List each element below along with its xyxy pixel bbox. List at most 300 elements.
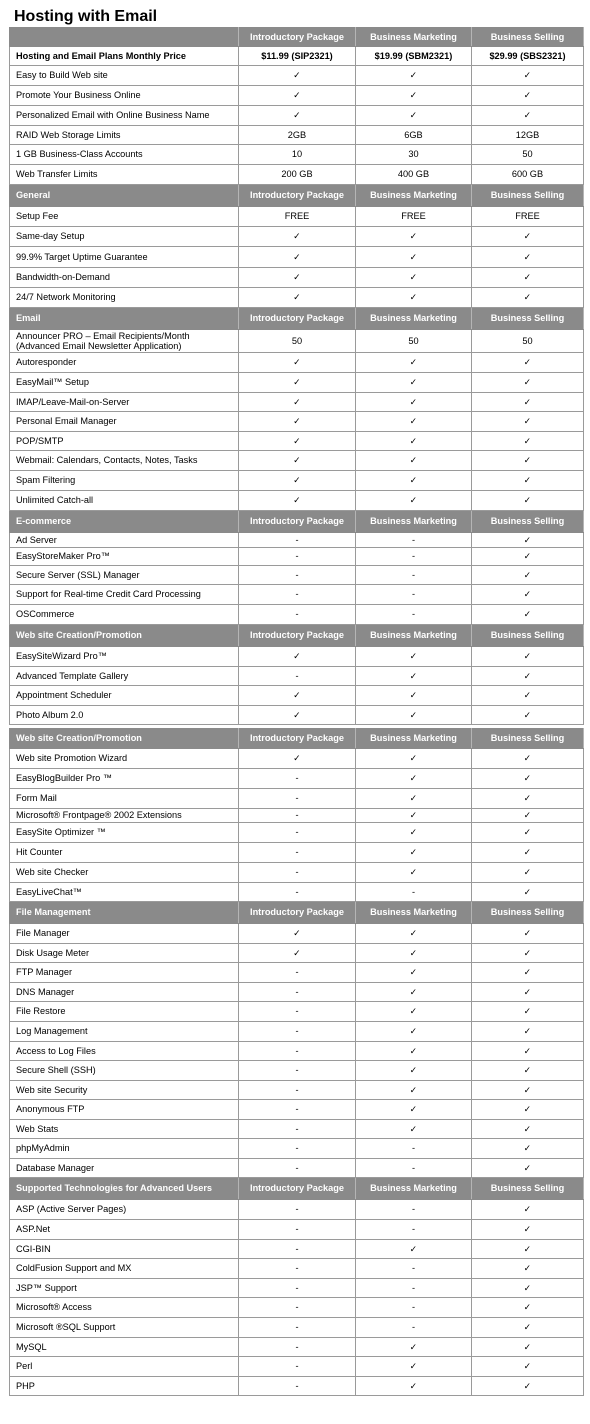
plan-value: - bbox=[239, 1022, 356, 1042]
check-mark: ✓ bbox=[356, 963, 472, 983]
check-mark: ✓ bbox=[472, 1240, 584, 1259]
feature-label: Ad Server bbox=[10, 533, 239, 548]
table-row bbox=[10, 106, 584, 126]
feature-label: PHP bbox=[10, 1377, 239, 1396]
check-mark: ✓ bbox=[472, 749, 584, 769]
feature-label: Easy to Build Web site bbox=[10, 66, 239, 86]
check-mark: ✓ bbox=[472, 451, 584, 471]
feature-label: EasyLiveChat™ bbox=[10, 883, 239, 902]
check-mark: ✓ bbox=[356, 706, 472, 725]
plan-value: - bbox=[239, 1240, 356, 1259]
check-mark: ✓ bbox=[356, 1377, 472, 1396]
plan-column-header: Business Selling bbox=[472, 625, 584, 647]
check-mark: ✓ bbox=[472, 533, 584, 548]
check-mark: ✓ bbox=[356, 667, 472, 686]
plan-column-header: Business Selling bbox=[472, 185, 584, 207]
feature-label: Microsoft® Frontpage® 2002 Extensions bbox=[10, 809, 239, 823]
check-mark: ✓ bbox=[356, 1061, 472, 1081]
check-mark: ✓ bbox=[356, 412, 472, 432]
plan-value: 10 bbox=[239, 145, 356, 165]
plan-value: - bbox=[356, 533, 472, 548]
check-mark: ✓ bbox=[239, 412, 356, 432]
plan-value: FREE bbox=[356, 207, 472, 227]
plan-value: - bbox=[239, 605, 356, 625]
feature-label: POP/SMTP bbox=[10, 432, 239, 451]
hosting-plans-table bbox=[9, 27, 584, 1396]
plan-column-header: Business Marketing bbox=[356, 511, 472, 533]
check-mark: ✓ bbox=[472, 1377, 584, 1396]
plan-column-header: Introductory Package bbox=[239, 185, 356, 207]
plan-value: - bbox=[356, 585, 472, 605]
check-mark: ✓ bbox=[356, 1357, 472, 1377]
plan-value: - bbox=[239, 843, 356, 863]
plan-value: - bbox=[239, 983, 356, 1002]
feature-label: EasyMail™ Setup bbox=[10, 373, 239, 393]
feature-label: Support for Real-time Credit Card Processing bbox=[10, 585, 239, 605]
check-mark: ✓ bbox=[472, 1318, 584, 1338]
plan-column-header: Introductory Package bbox=[239, 1178, 356, 1200]
feature-label: Bandwidth-on-Demand bbox=[10, 268, 239, 288]
table-row bbox=[10, 145, 584, 165]
section-title: Supported Technologies for Advanced Users bbox=[10, 1178, 239, 1200]
check-mark: ✓ bbox=[472, 843, 584, 863]
check-mark: ✓ bbox=[472, 432, 584, 451]
plan-value: - bbox=[239, 566, 356, 585]
check-mark: ✓ bbox=[356, 106, 472, 126]
plan-value: - bbox=[356, 1259, 472, 1279]
plan-value: 50 bbox=[472, 145, 584, 165]
check-mark: ✓ bbox=[472, 412, 584, 432]
feature-label: Web site Checker bbox=[10, 863, 239, 883]
plan-value: - bbox=[239, 769, 356, 789]
feature-label: Advanced Template Gallery bbox=[10, 667, 239, 686]
plan-value: - bbox=[356, 605, 472, 625]
feature-label: ASP (Active Server Pages) bbox=[10, 1200, 239, 1220]
feature-label: Setup Fee bbox=[10, 207, 239, 227]
check-mark: ✓ bbox=[472, 1022, 584, 1042]
table-row bbox=[10, 373, 584, 393]
table-row bbox=[10, 533, 584, 548]
table-row bbox=[10, 944, 584, 963]
plan-value: - bbox=[356, 1159, 472, 1178]
check-mark: ✓ bbox=[356, 647, 472, 667]
table-row bbox=[10, 86, 584, 106]
check-mark: ✓ bbox=[239, 247, 356, 268]
table-row bbox=[10, 1022, 584, 1042]
check-mark: ✓ bbox=[239, 353, 356, 373]
check-mark: ✓ bbox=[472, 686, 584, 706]
table-row bbox=[10, 566, 584, 585]
table-row bbox=[10, 330, 584, 353]
check-mark: ✓ bbox=[356, 393, 472, 412]
feature-label: Secure Shell (SSH) bbox=[10, 1061, 239, 1081]
check-mark: ✓ bbox=[239, 749, 356, 769]
table-row bbox=[10, 1139, 584, 1159]
plan-column-header: Business Selling bbox=[472, 1178, 584, 1200]
section-header-row bbox=[10, 902, 584, 924]
plan-column-header: Business Selling bbox=[472, 902, 584, 924]
table-row bbox=[10, 1298, 584, 1318]
feature-label: Web site Security bbox=[10, 1081, 239, 1100]
plan-value: - bbox=[356, 1139, 472, 1159]
check-mark: ✓ bbox=[356, 1022, 472, 1042]
section-header-row bbox=[10, 511, 584, 533]
section-header-row bbox=[10, 28, 584, 47]
table-row bbox=[10, 1338, 584, 1357]
plan-value: - bbox=[239, 1061, 356, 1081]
feature-label: Disk Usage Meter bbox=[10, 944, 239, 963]
plan-column-header: Introductory Package bbox=[239, 308, 356, 330]
price-row bbox=[10, 47, 584, 66]
check-mark: ✓ bbox=[356, 983, 472, 1002]
check-mark: ✓ bbox=[472, 106, 584, 126]
check-mark: ✓ bbox=[472, 924, 584, 944]
plan-value: - bbox=[356, 1200, 472, 1220]
check-mark: ✓ bbox=[239, 227, 356, 247]
section-title: File Management bbox=[10, 902, 239, 924]
check-mark: ✓ bbox=[472, 585, 584, 605]
table-row bbox=[10, 288, 584, 308]
feature-label: FTP Manager bbox=[10, 963, 239, 983]
section-header-row bbox=[10, 308, 584, 330]
section-header-row bbox=[10, 1178, 584, 1200]
table-row bbox=[10, 585, 584, 605]
table-row bbox=[10, 789, 584, 809]
table-row bbox=[10, 667, 584, 686]
feature-label: phpMyAdmin bbox=[10, 1139, 239, 1159]
check-mark: ✓ bbox=[356, 823, 472, 843]
plan-value: - bbox=[356, 548, 472, 566]
check-mark: ✓ bbox=[472, 647, 584, 667]
check-mark: ✓ bbox=[239, 393, 356, 412]
table-row bbox=[10, 353, 584, 373]
plan-value: - bbox=[239, 863, 356, 883]
plan-value: $11.99 (SIP2321) bbox=[239, 47, 356, 66]
plan-value: - bbox=[356, 566, 472, 585]
feature-label: Web Transfer Limits bbox=[10, 165, 239, 185]
table-row bbox=[10, 393, 584, 412]
check-mark: ✓ bbox=[472, 1279, 584, 1298]
feature-label: Form Mail bbox=[10, 789, 239, 809]
table-row bbox=[10, 823, 584, 843]
feature-label: Web site Promotion Wizard bbox=[10, 749, 239, 769]
plan-value: - bbox=[239, 1120, 356, 1139]
table-row bbox=[10, 1259, 584, 1279]
table-row bbox=[10, 1220, 584, 1240]
feature-label: Webmail: Calendars, Contacts, Notes, Tasks bbox=[10, 451, 239, 471]
table-row bbox=[10, 165, 584, 185]
check-mark: ✓ bbox=[239, 647, 356, 667]
feature-label: 99.9% Target Uptime Guarantee bbox=[10, 247, 239, 268]
feature-label: Personalized Email with Online Business Name bbox=[10, 106, 239, 126]
check-mark: ✓ bbox=[356, 247, 472, 268]
section-title: E-commerce bbox=[10, 511, 239, 533]
feature-label: EasySiteWizard Pro™ bbox=[10, 647, 239, 667]
check-mark: ✓ bbox=[472, 809, 584, 823]
section-title: Email bbox=[10, 308, 239, 330]
check-mark: ✓ bbox=[239, 86, 356, 106]
plan-value: - bbox=[239, 548, 356, 566]
feature-label: EasyBlogBuilder Pro ™ bbox=[10, 769, 239, 789]
table-row bbox=[10, 451, 584, 471]
table-row bbox=[10, 1279, 584, 1298]
check-mark: ✓ bbox=[239, 106, 356, 126]
check-mark: ✓ bbox=[472, 1139, 584, 1159]
feature-label: Photo Album 2.0 bbox=[10, 706, 239, 725]
check-mark: ✓ bbox=[356, 924, 472, 944]
table-row bbox=[10, 471, 584, 491]
feature-label: 1 GB Business-Class Accounts bbox=[10, 145, 239, 165]
table-row bbox=[10, 1357, 584, 1377]
feature-label: Database Manager bbox=[10, 1159, 239, 1178]
plan-value: $29.99 (SBS2321) bbox=[472, 47, 584, 66]
check-mark: ✓ bbox=[356, 1002, 472, 1022]
section-title: General bbox=[10, 185, 239, 207]
feature-label: Appointment Scheduler bbox=[10, 686, 239, 706]
check-mark: ✓ bbox=[472, 1338, 584, 1357]
plan-value: - bbox=[239, 1081, 356, 1100]
plan-value: - bbox=[239, 1200, 356, 1220]
section-header-row bbox=[10, 185, 584, 207]
plan-value: - bbox=[239, 533, 356, 548]
plan-value: - bbox=[239, 1042, 356, 1061]
check-mark: ✓ bbox=[472, 566, 584, 585]
table-row bbox=[10, 749, 584, 769]
plan-value: - bbox=[356, 1220, 472, 1240]
table-row bbox=[10, 809, 584, 823]
check-mark: ✓ bbox=[356, 227, 472, 247]
check-mark: ✓ bbox=[356, 769, 472, 789]
check-mark: ✓ bbox=[356, 1120, 472, 1139]
check-mark: ✓ bbox=[239, 66, 356, 86]
check-mark: ✓ bbox=[356, 451, 472, 471]
check-mark: ✓ bbox=[356, 353, 472, 373]
feature-label: ColdFusion Support and MX bbox=[10, 1259, 239, 1279]
feature-label: Microsoft ®SQL Support bbox=[10, 1318, 239, 1338]
table-row bbox=[10, 605, 584, 625]
check-mark: ✓ bbox=[239, 686, 356, 706]
plan-value: - bbox=[239, 823, 356, 843]
plan-column-header: Business Marketing bbox=[356, 1178, 472, 1200]
table-row bbox=[10, 843, 584, 863]
plan-value: - bbox=[239, 1139, 356, 1159]
check-mark: ✓ bbox=[472, 1200, 584, 1220]
section-title: Web site Creation/Promotion bbox=[10, 625, 239, 647]
plan-value: - bbox=[239, 1100, 356, 1120]
table-row bbox=[10, 963, 584, 983]
feature-label: DNS Manager bbox=[10, 983, 239, 1002]
feature-label: Spam Filtering bbox=[10, 471, 239, 491]
plan-value: - bbox=[239, 1338, 356, 1357]
check-mark: ✓ bbox=[356, 288, 472, 308]
plan-value: - bbox=[239, 1377, 356, 1396]
check-mark: ✓ bbox=[472, 1100, 584, 1120]
feature-label: OSCommerce bbox=[10, 605, 239, 625]
plan-column-header: Business Marketing bbox=[356, 902, 472, 924]
plan-value: - bbox=[239, 789, 356, 809]
check-mark: ✓ bbox=[472, 1042, 584, 1061]
check-mark: ✓ bbox=[472, 86, 584, 106]
feature-label: Autoresponder bbox=[10, 353, 239, 373]
plan-value: 200 GB bbox=[239, 165, 356, 185]
feature-label: EasyStoreMaker Pro™ bbox=[10, 548, 239, 566]
feature-label: File Manager bbox=[10, 924, 239, 944]
plan-value: - bbox=[239, 1357, 356, 1377]
check-mark: ✓ bbox=[472, 268, 584, 288]
plan-column-header: Introductory Package bbox=[239, 511, 356, 533]
section-header-row bbox=[10, 625, 584, 647]
feature-label: Announcer PRO – Email Recipients/Month (Advanced Email Newsletter Application) bbox=[10, 330, 239, 353]
plan-value: 30 bbox=[356, 145, 472, 165]
check-mark: ✓ bbox=[239, 924, 356, 944]
table-row bbox=[10, 1120, 584, 1139]
check-mark: ✓ bbox=[356, 471, 472, 491]
check-mark: ✓ bbox=[356, 809, 472, 823]
section-title: Web site Creation/Promotion bbox=[10, 729, 239, 749]
check-mark: ✓ bbox=[472, 1120, 584, 1139]
plan-value: - bbox=[239, 1318, 356, 1338]
table-row bbox=[10, 647, 584, 667]
plan-value: - bbox=[356, 1279, 472, 1298]
table-row bbox=[10, 207, 584, 227]
plan-column-header: Business Selling bbox=[472, 308, 584, 330]
plan-value: $19.99 (SBM2321) bbox=[356, 47, 472, 66]
plan-value: FREE bbox=[239, 207, 356, 227]
plan-value: - bbox=[239, 883, 356, 902]
check-mark: ✓ bbox=[356, 863, 472, 883]
check-mark: ✓ bbox=[239, 491, 356, 511]
check-mark: ✓ bbox=[472, 1061, 584, 1081]
feature-label: MySQL bbox=[10, 1338, 239, 1357]
check-mark: ✓ bbox=[472, 1220, 584, 1240]
check-mark: ✓ bbox=[356, 1338, 472, 1357]
check-mark: ✓ bbox=[356, 686, 472, 706]
check-mark: ✓ bbox=[356, 843, 472, 863]
table-row bbox=[10, 126, 584, 145]
check-mark: ✓ bbox=[472, 1259, 584, 1279]
plan-value: FREE bbox=[472, 207, 584, 227]
check-mark: ✓ bbox=[472, 1002, 584, 1022]
check-mark: ✓ bbox=[472, 548, 584, 566]
check-mark: ✓ bbox=[356, 432, 472, 451]
check-mark: ✓ bbox=[472, 605, 584, 625]
check-mark: ✓ bbox=[356, 1240, 472, 1259]
table-row bbox=[10, 924, 584, 944]
check-mark: ✓ bbox=[472, 471, 584, 491]
table-row bbox=[10, 491, 584, 511]
check-mark: ✓ bbox=[472, 353, 584, 373]
table-row bbox=[10, 1240, 584, 1259]
check-mark: ✓ bbox=[239, 944, 356, 963]
plan-value: - bbox=[356, 883, 472, 902]
check-mark: ✓ bbox=[472, 1159, 584, 1178]
table-row bbox=[10, 686, 584, 706]
check-mark: ✓ bbox=[356, 1042, 472, 1061]
plan-value: 50 bbox=[472, 330, 584, 353]
check-mark: ✓ bbox=[472, 247, 584, 268]
check-mark: ✓ bbox=[472, 1357, 584, 1377]
feature-label: IMAP/Leave-Mail-on-Server bbox=[10, 393, 239, 412]
table-row bbox=[10, 227, 584, 247]
plan-value: - bbox=[356, 1318, 472, 1338]
feature-label: Microsoft® Access bbox=[10, 1298, 239, 1318]
plan-column-header: Introductory Package bbox=[239, 902, 356, 924]
check-mark: ✓ bbox=[472, 1298, 584, 1318]
check-mark: ✓ bbox=[472, 66, 584, 86]
check-mark: ✓ bbox=[356, 86, 472, 106]
feature-label: RAID Web Storage Limits bbox=[10, 126, 239, 145]
section-header-row bbox=[10, 729, 584, 749]
check-mark: ✓ bbox=[472, 963, 584, 983]
feature-label: JSP™ Support bbox=[10, 1279, 239, 1298]
check-mark: ✓ bbox=[472, 883, 584, 902]
plan-column-header: Introductory Package bbox=[239, 729, 356, 749]
table-row bbox=[10, 1100, 584, 1120]
table-row bbox=[10, 1159, 584, 1178]
plan-value: - bbox=[239, 1279, 356, 1298]
plan-value: - bbox=[239, 585, 356, 605]
check-mark: ✓ bbox=[472, 227, 584, 247]
check-mark: ✓ bbox=[356, 1081, 472, 1100]
feature-label: Access to Log Files bbox=[10, 1042, 239, 1061]
check-mark: ✓ bbox=[472, 393, 584, 412]
table-row bbox=[10, 1377, 584, 1396]
plan-column-header: Business Marketing bbox=[356, 308, 472, 330]
plan-column-header: Business Selling bbox=[472, 729, 584, 749]
check-mark: ✓ bbox=[472, 373, 584, 393]
table-row bbox=[10, 1081, 584, 1100]
table-row bbox=[10, 863, 584, 883]
plan-value: - bbox=[356, 1298, 472, 1318]
check-mark: ✓ bbox=[472, 769, 584, 789]
feature-label: Same-day Setup bbox=[10, 227, 239, 247]
feature-label: EasySite Optimizer ™ bbox=[10, 823, 239, 843]
check-mark: ✓ bbox=[472, 706, 584, 725]
plan-value: - bbox=[239, 1159, 356, 1178]
check-mark: ✓ bbox=[472, 667, 584, 686]
feature-label: Promote Your Business Online bbox=[10, 86, 239, 106]
feature-label: Log Management bbox=[10, 1022, 239, 1042]
plan-value: 50 bbox=[356, 330, 472, 353]
table-row bbox=[10, 769, 584, 789]
check-mark: ✓ bbox=[472, 1081, 584, 1100]
feature-label: Perl bbox=[10, 1357, 239, 1377]
feature-label: ASP.Net bbox=[10, 1220, 239, 1240]
feature-label: Personal Email Manager bbox=[10, 412, 239, 432]
plan-value: - bbox=[239, 1298, 356, 1318]
table-row bbox=[10, 548, 584, 566]
check-mark: ✓ bbox=[356, 749, 472, 769]
check-mark: ✓ bbox=[472, 983, 584, 1002]
plan-value: 600 GB bbox=[472, 165, 584, 185]
check-mark: ✓ bbox=[356, 373, 472, 393]
check-mark: ✓ bbox=[239, 288, 356, 308]
check-mark: ✓ bbox=[356, 944, 472, 963]
table-row bbox=[10, 1042, 584, 1061]
feature-label: Hit Counter bbox=[10, 843, 239, 863]
check-mark: ✓ bbox=[472, 863, 584, 883]
check-mark: ✓ bbox=[472, 823, 584, 843]
feature-label: Unlimited Catch-all bbox=[10, 491, 239, 511]
table-row bbox=[10, 432, 584, 451]
check-mark: ✓ bbox=[472, 288, 584, 308]
plan-column-header: Introductory Package bbox=[239, 625, 356, 647]
table-row bbox=[10, 412, 584, 432]
plan-value: - bbox=[239, 963, 356, 983]
page-title: Hosting with Email bbox=[14, 8, 158, 25]
check-mark: ✓ bbox=[356, 491, 472, 511]
table-row bbox=[10, 1200, 584, 1220]
